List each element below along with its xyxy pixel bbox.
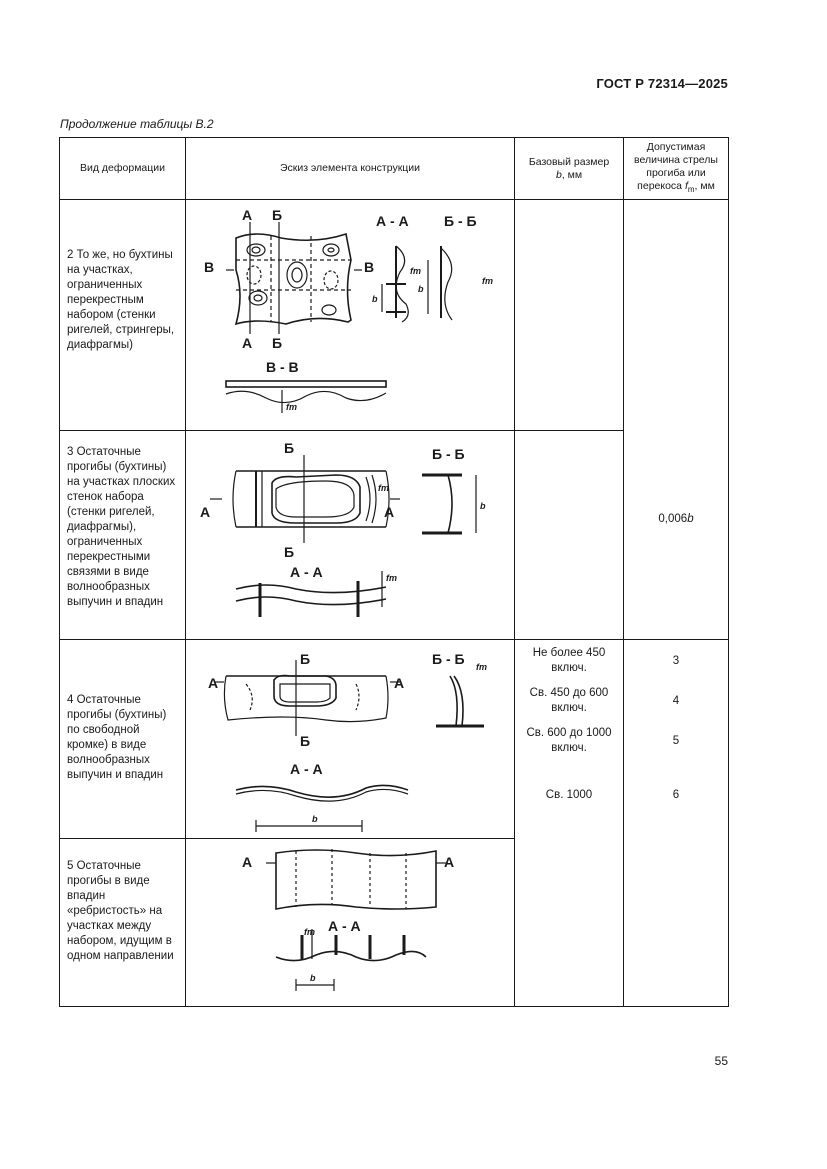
label-b-bottom: Б <box>284 544 295 560</box>
label-fm-aa: fm <box>386 573 397 583</box>
page-number: 55 <box>714 1054 728 1068</box>
base-size-label: Базовый размер <box>528 155 610 168</box>
tolerance-sub: m <box>687 185 695 195</box>
label-section-bb: Б - Б <box>432 651 465 667</box>
label-b-top: Б <box>272 207 283 223</box>
row-description: 2 То же, но бухтины на участках, ограниченных перекрестным набором (стенки ригелей, стрингеры, диафрагмы) <box>60 200 186 431</box>
sketch-row-5 <box>186 839 513 1005</box>
base-size-var: b <box>555 168 562 181</box>
col-header-sketch: Эскиз элемента конструкции <box>186 138 515 200</box>
tolerance-2: 4 <box>672 695 680 707</box>
tolerance-1: 3 <box>672 655 680 667</box>
label-a-right: А <box>394 675 405 691</box>
label-a-right: А <box>444 854 455 870</box>
label-fm-aa: fm <box>410 266 421 276</box>
table-header-row <box>60 138 729 200</box>
label-fm-aa: fm <box>304 927 315 937</box>
tolerance-label: Допустимая величина стрелы прогиба или перекоса <box>634 140 718 192</box>
deformation-table <box>59 137 729 1007</box>
col-header-tolerance <box>624 138 729 200</box>
label-fm-bb: fm <box>476 662 487 672</box>
tolerance-value <box>624 312 728 527</box>
label-v-right: В <box>364 259 375 275</box>
tolerance-3: 5 <box>672 735 680 747</box>
label-v-left: В <box>204 259 215 275</box>
label-a-left: А <box>200 504 211 520</box>
base-size-4: Св. 1000 <box>545 789 593 801</box>
row-description: 4 Остаточные прогибы (бухтины) по свободной кромке) в виде волнообразных выпучин и впадин <box>60 640 186 839</box>
label-b-bb: b <box>418 284 424 294</box>
sketch-row-3 <box>186 431 513 638</box>
label-section-bb: Б - Б <box>444 213 477 229</box>
label-b-bottom: Б <box>272 335 283 351</box>
row-description: 3 Остаточные прогибы (бухтины) на участках плоских стенок набора (стенки ригелей, диафрагмы), ограниченных перекрестными связями в виде волнообразных выпучин и впадин <box>60 431 186 640</box>
label-fm-vv: fm <box>286 402 297 412</box>
base-size-unit: , мм <box>561 168 583 181</box>
base-size-cell-empty <box>515 431 624 640</box>
sketch-row-2 <box>186 200 513 429</box>
tolerance-unit: , мм <box>694 179 715 192</box>
tolerance-var: f <box>684 179 688 192</box>
base-size-cell-rows-4-5 <box>515 640 624 1007</box>
col-header-base-size <box>515 138 624 200</box>
tolerance-block <box>624 640 728 1006</box>
label-section-vv: В - В <box>266 359 299 375</box>
label-section-aa: А - А <box>290 564 323 580</box>
tolerance-cell-rows-4-5 <box>624 640 729 1007</box>
sketch-cell <box>186 839 515 1007</box>
label-b-top: Б <box>300 651 311 667</box>
label-fm-plan: fm <box>378 483 389 493</box>
row-description: 5 Остаточные прогибы в виде впадин «ребристость» на участках между набором, идущим в одном направлении <box>60 839 186 1007</box>
sketch-cell <box>186 431 515 640</box>
sketch-cell <box>186 200 515 431</box>
label-a-left: А <box>208 675 219 691</box>
label-section-bb: Б - Б <box>432 446 465 462</box>
tolerance-coef: 0,006 <box>658 513 688 525</box>
sketch-row-4 <box>186 640 513 837</box>
label-section-aa: А - А <box>328 918 361 934</box>
table-row <box>60 200 729 431</box>
label-fm-bb: fm <box>482 276 493 286</box>
col-header-deformation: Вид деформации <box>60 138 186 200</box>
tolerance-cell-rows-2-3 <box>624 200 729 640</box>
base-size-3: Св. 600 до 1000 включ. <box>526 727 612 754</box>
base-size-block <box>515 640 623 1006</box>
label-b-aa: b <box>312 814 318 824</box>
table-row <box>60 640 729 839</box>
base-size-2: Св. 450 до 600 включ. <box>529 687 609 714</box>
label-b-bottom: Б <box>300 733 311 749</box>
label-b-aa: b <box>310 973 316 983</box>
tolerance-coef-var: b <box>687 513 694 525</box>
label-a-bottom: А <box>242 335 253 351</box>
label-b-bb: b <box>480 501 486 511</box>
label-b-top: Б <box>284 440 295 456</box>
base-size-1: Не более 450 включ. <box>532 647 606 674</box>
sketch-cell <box>186 640 515 839</box>
label-b-aa: b <box>372 294 378 304</box>
label-a-top: А <box>242 207 253 223</box>
label-a-left: А <box>242 854 253 870</box>
label-section-aa: А - А <box>376 213 409 229</box>
table-continuation-caption: Продолжение таблицы В.2 <box>60 117 214 131</box>
label-a-right: А <box>384 504 395 520</box>
document-code: ГОСТ Р 72314—2025 <box>596 76 728 91</box>
base-size-cell-empty <box>515 200 624 431</box>
label-section-aa: А - А <box>290 761 323 777</box>
tolerance-4: 6 <box>672 789 680 801</box>
